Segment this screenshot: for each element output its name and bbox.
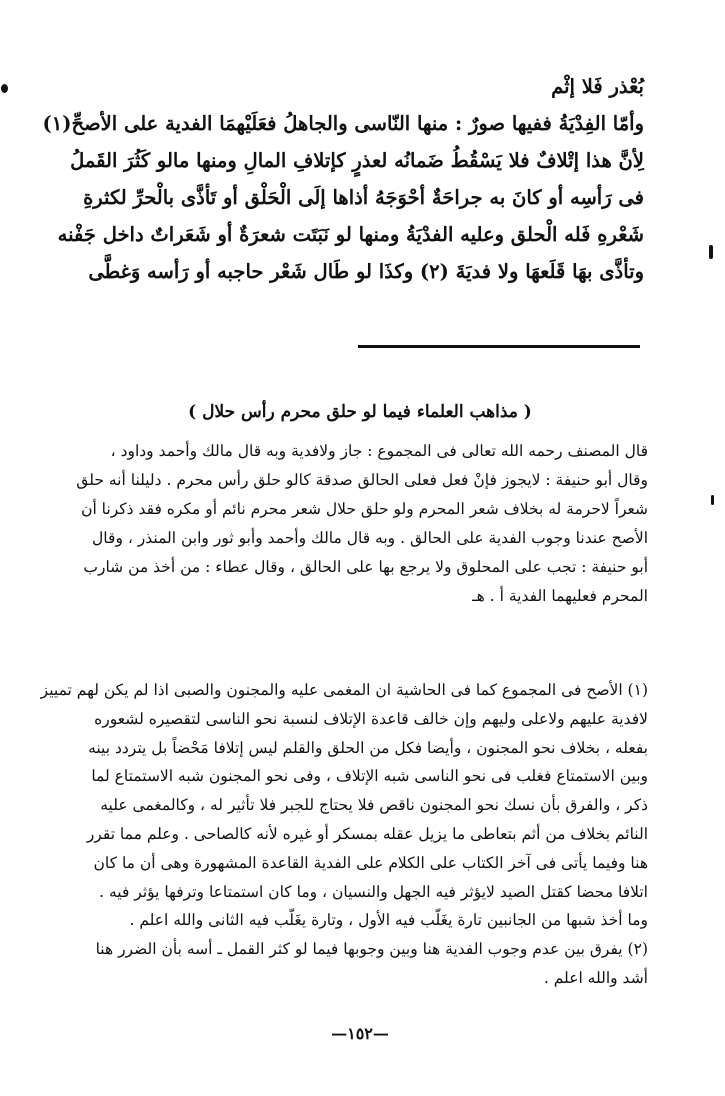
margin-mark bbox=[1, 84, 8, 93]
section-divider bbox=[358, 345, 640, 348]
main-text-block bbox=[36, 68, 644, 290]
commentary-line: المحرم فعليهما الفدية أ . هـ bbox=[472, 587, 648, 605]
footnote-line: هنا وفيما يأتى فى آخر الكتاب على الكلام على الفدية القاعدة المشهورة وهى أن ما كان bbox=[93, 853, 648, 872]
commentary-line: قال المصنف رحمه الله تعالى فى المجموع : جاز ولافدية وبه قال مالك وأحمد وداود ، bbox=[110, 442, 648, 460]
commentary-line: شعراً لاحرمة له بخلاف شعر المحرم ولو حلق حلال شعر محرم نائم أو مكره فقد ذكرنا أن bbox=[81, 500, 648, 518]
footnote-line: وبين الاستمتاع فغلب فى نحو الناسى شبه الإتلاف ، وفى نحو المجنون شبه الاستمتاع لما bbox=[91, 767, 648, 786]
footnote-line: النائم بخلاف من أثم بتعاطى ما يزيل عقله بمسكر أو غيره لأنه كالصاحى . وعلم مما تقرر bbox=[86, 824, 648, 843]
main-text-line: وأمّا الفِدْيَةُ ففيها صورٌ : منها النّاسى والجاهلُ فعَلَيْهمَا الفدية على الأصحِّ(١) bbox=[42, 112, 644, 135]
commentary-line: أبو حنيفة : تجب على المحلوق ولا يرجع بها على الحالق ، وقال عطاء : من أخذ من شارب bbox=[83, 558, 648, 576]
footnote-line: أشد والله اعلم . bbox=[543, 968, 648, 987]
footnote-line: بفعله ، بخلاف نحو المجنون ، وأيضا فكل من الحلق والقلم ليس إتلافا مَحْضاً بل يتردد بينه bbox=[88, 738, 648, 757]
commentary-block bbox=[36, 437, 648, 611]
section-heading: ( مذاهب العلماء فيما لو حلق محرم رأس حلال ) bbox=[188, 402, 532, 422]
footnote-line: اتلافا محضا كقتل الصيد لايؤثر فيه الجهل والنسيان ، وما كان استمتاعا وترفها يؤثر فيه . bbox=[99, 882, 648, 901]
main-text-line: شَعْرهِ فَله الْحلق وعليه الفدْيَةُ ومنها لو نَبَتَت شعرَةٌ أو شَعَراتٌ داخل جَفْنه bbox=[57, 223, 644, 246]
footnote-line: ذكر ، والفرق بأن نسك نحو المجنون ناقص فلا يحتاج للجبر فلا تأثير له ، وكالمغمى عليه bbox=[100, 796, 648, 815]
footnote-line: (١) الأصح فى المجموع كما فى الحاشية ان المغمى عليه والمجنون والصبى اذا لم يكن لهم تمييز bbox=[40, 681, 648, 699]
footnote-line: (٢) يفرق بين عدم وجوب الفدية هنا وبين وجوبها فيما لو كثر القمل ـ أسه بأن الضرر هنا bbox=[95, 940, 648, 959]
margin-mark bbox=[711, 495, 714, 505]
main-text-line: فى رَأسِه أو كانَ به جراحَةٌ أحْوَجَهُ أذاها إلَى الْحَلْق أو تَأذَّى بالْحرِّ لكثرةِ bbox=[83, 186, 644, 209]
margin-mark bbox=[709, 245, 713, 259]
page-number: —١٥٢— bbox=[331, 1024, 389, 1043]
main-text-line: بُعْذر فَلا إثْم bbox=[551, 75, 644, 98]
main-text-line: لِأنَّ هذا إتْلافٌ فلا يَسْقُطُ ضَمانُه لعذرٍ كإتلافِ المالِ ومنها مالو كَثُرَ القَملُ bbox=[70, 149, 644, 172]
footnote-line: لافدية عليهم ولاعلى وليهم وإن خالف قاعدة الإتلاف لنسبة نحو الناسى لتقصيره لشعوره bbox=[94, 709, 648, 728]
main-text-line: وتأذَّى بهَا قَلَعهَا ولا فديَةَ (٢) وكذَا لو طَال شَعْر حاجبه أو رَأسه وَغطَّى bbox=[88, 260, 644, 283]
footnote-line: وما أخذ شبها من الجانبين تارة يغَلّب فيه الأول ، وتارة يغَلّب فيه الثانى والله اعلم . bbox=[129, 911, 648, 930]
commentary-line: الأصح عندنا وجوب الفدية على الحالق . وبه قال مالك وأحمد وأبو ثور وابن المنذر ، وقال bbox=[92, 529, 648, 547]
footnotes-block bbox=[36, 676, 648, 993]
commentary-line: وقال أبو حنيفة : لايجوز فإنْ فعل فعلى الحالق صدقة كالو حلق رأس محرم . دليلنا أنه حلق bbox=[76, 471, 648, 489]
